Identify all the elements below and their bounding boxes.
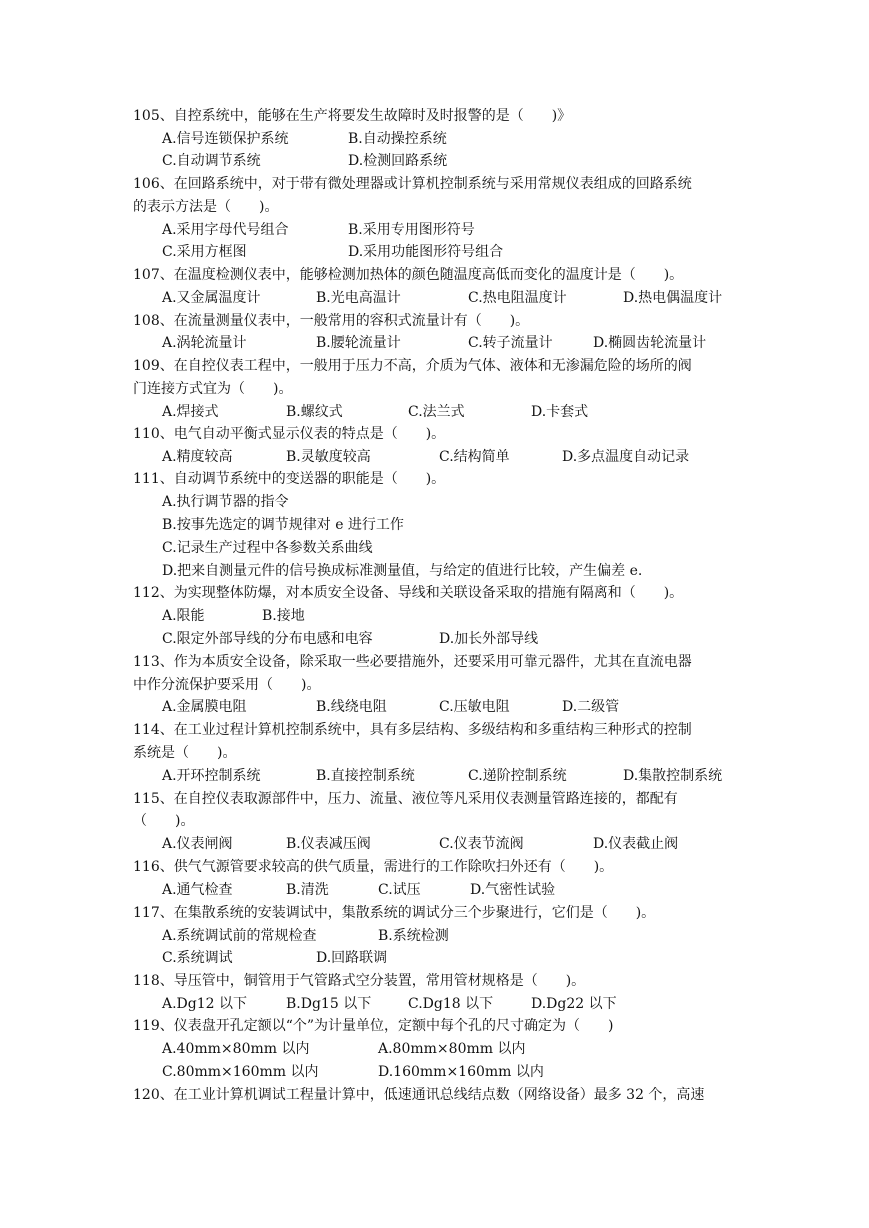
question-113-stem-cont: 中作分流保护要采用（ )。 [133,677,321,693]
option-115-d: D.仪表截止阀 [593,836,679,852]
option-108-d: D.椭圆齿轮流量计 [593,335,707,351]
option-110-b: B.灵敏度较高 [286,449,371,465]
option-113-a: A.金属膜电阻 [162,699,247,715]
option-110-a: A.精度较高 [162,449,233,465]
question-110-stem: 110、电气自动平衡式显示仪表的特点是（ )。 [133,426,446,442]
option-107-d: D.热电偶温度计 [623,290,723,306]
question-118-stem: 118、导压管中，铜管用于气管路式空分装置，常用管材规格是（ )。 [133,973,586,989]
option-114-b: B.直接控制系统 [316,768,415,784]
option-114-c: C.递阶控制系统 [468,768,567,784]
option-119-d: D.160mm×160mm 以内 [378,1064,544,1080]
option-114-d: D.集散控制系统 [623,768,723,784]
option-113-d: D.二级管 [562,699,620,715]
option-117-b: B.系统检测 [378,928,449,944]
option-105-a: A.信号连锁保护系统 [162,131,289,147]
option-117-c: C.系统调试 [162,950,233,966]
option-113-c: C.压敏电阻 [439,699,510,715]
question-114-stem-cont: 系统是（ )。 [133,745,237,761]
option-106-d: D.采用功能图形符号组合 [348,244,504,260]
option-108-b: B.腰轮流量计 [316,335,401,351]
option-110-d: D.多点温度自动记录 [562,449,690,465]
option-110-c: C.结构简单 [439,449,510,465]
option-119-a2: A.80mm×80mm 以内 [378,1041,526,1057]
option-118-a: A.Dg12 以下 [162,996,248,1012]
option-113-b: B.线绕电阻 [316,699,387,715]
question-106-stem: 106、在回路系统中，对于带有微处理器或计算机控制系统与采用常规仪表组成的回路系统 [133,176,692,192]
option-105-c: C.自动调节系统 [162,153,261,169]
option-118-b: B.Dg15 以下 [286,996,372,1012]
option-116-c: C.试压 [378,882,421,898]
option-115-a: A.仪表闸阀 [162,836,233,852]
option-107-c: C.热电阻温度计 [468,290,567,306]
option-109-d: D.卡套式 [531,404,589,420]
option-112-d: D.加长外部导线 [439,631,539,647]
option-112-c: C.限定外部导线的分布电感和电容 [162,631,373,647]
option-106-b: B.采用专用图形符号 [348,222,475,238]
question-116-stem: 116、供气气源管要求较高的供气质量，需进行的工作除吹扫外还有（ )。 [133,859,614,875]
option-115-c: C.仪表节流阀 [439,836,524,852]
option-111-a: A.执行调节器的指令 [162,494,289,510]
question-112-stem: 112、为实现整体防爆，对本质安全设备、导线和关联设备采取的措施有隔离和（ )。 [133,585,684,601]
question-120-stem: 120、在工业计算机调试工程量计算中，低速通讯总线结点数（网络设备）最多 32 个，高速 [133,1087,705,1103]
option-109-a: A.焊接式 [162,404,219,420]
option-112-a: A.限能 [162,608,205,624]
option-105-b: B.自动操控系统 [348,131,447,147]
option-119-c: C.80mm×160mm 以内 [162,1064,319,1080]
question-114-stem: 114、在工业过程计算机控制系统中，具有多层结构、多级结构和多重结构三种形式的控制 [133,722,692,738]
option-108-c: C.转子流量计 [468,335,553,351]
option-119-a: A.40mm×80mm 以内 [162,1041,310,1057]
option-108-a: A.涡轮流量计 [162,335,247,351]
option-112-b: B.接地 [262,608,305,624]
option-116-a: A.通气检查 [162,882,233,898]
question-113-stem: 113、作为本质安全设备，除采取一些必要措施外，还要采用可靠元器件，尤其在直流电器 [133,654,692,670]
question-106-stem-cont: 的表示方法是（ )。 [133,199,279,215]
option-109-b: B.螺纹式 [286,404,343,420]
question-119-stem: 119、仪表盘开孔定额以“个”为计量单位，定额中每个孔的尺寸确定为（ ) [133,1018,614,1034]
option-107-b: B.光电高温计 [316,290,401,306]
option-111-b: B.按事先选定的调节规律对 e 进行工作 [162,517,404,533]
option-106-c: C.采用方框图 [162,244,247,260]
option-117-a: A.系统调试前的常规检查 [162,928,317,944]
option-116-d: D.气密性试验 [470,882,556,898]
question-109-stem-cont: 门连接方式宜为（ )。 [133,381,293,397]
question-111-stem: 111、自动调节系统中的变送器的职能是（ )。 [133,471,446,487]
option-107-a: A.又金属温度计 [162,290,261,306]
question-117-stem: 117、在集散系统的安装调试中，集散系统的调试分三个步聚进行，它们是（ )。 [133,905,656,921]
question-115-stem: 115、在自控仪表取源部件中，压力、流量、液位等凡采用仪表测量管路连接的，都配有 [133,791,678,807]
question-109-stem: 109、在自控仪表工程中，一般用于压力不高，介质为气体、液体和无渗漏危险的场所的阀 [133,358,692,374]
question-105-stem: 105、自控系统中，能够在生产将要发生故障时及时报警的是（ )》 [133,108,572,124]
option-116-b: B.清洗 [286,882,329,898]
question-107-stem: 107、在温度检测仪表中，能够检测加热体的颜色随温度高低而变化的温度计是（ )。 [133,267,684,283]
option-114-a: A.开环控制系统 [162,768,261,784]
option-109-c: C.法兰式 [408,404,465,420]
option-106-a: A.采用字母代号组合 [162,222,289,238]
question-108-stem: 108、在流量测量仪表中，一般常用的容积式流量计有（ )。 [133,313,530,329]
option-117-d: D.回路联调 [316,950,388,966]
option-105-d: D.检测回路系统 [348,153,448,169]
option-111-d: D.把来自测量元件的信号换成标准测量值，与给定的值进行比较，产生偏差 e. [162,563,643,579]
option-111-c: C.记录生产过程中各参数关系曲线 [162,540,373,556]
option-118-d: D.Dg22 以下 [531,996,617,1012]
question-115-stem-cont: （ )。 [133,813,195,829]
option-115-b: B.仪表减压阀 [286,836,371,852]
option-118-c: C.Dg18 以下 [408,996,494,1012]
